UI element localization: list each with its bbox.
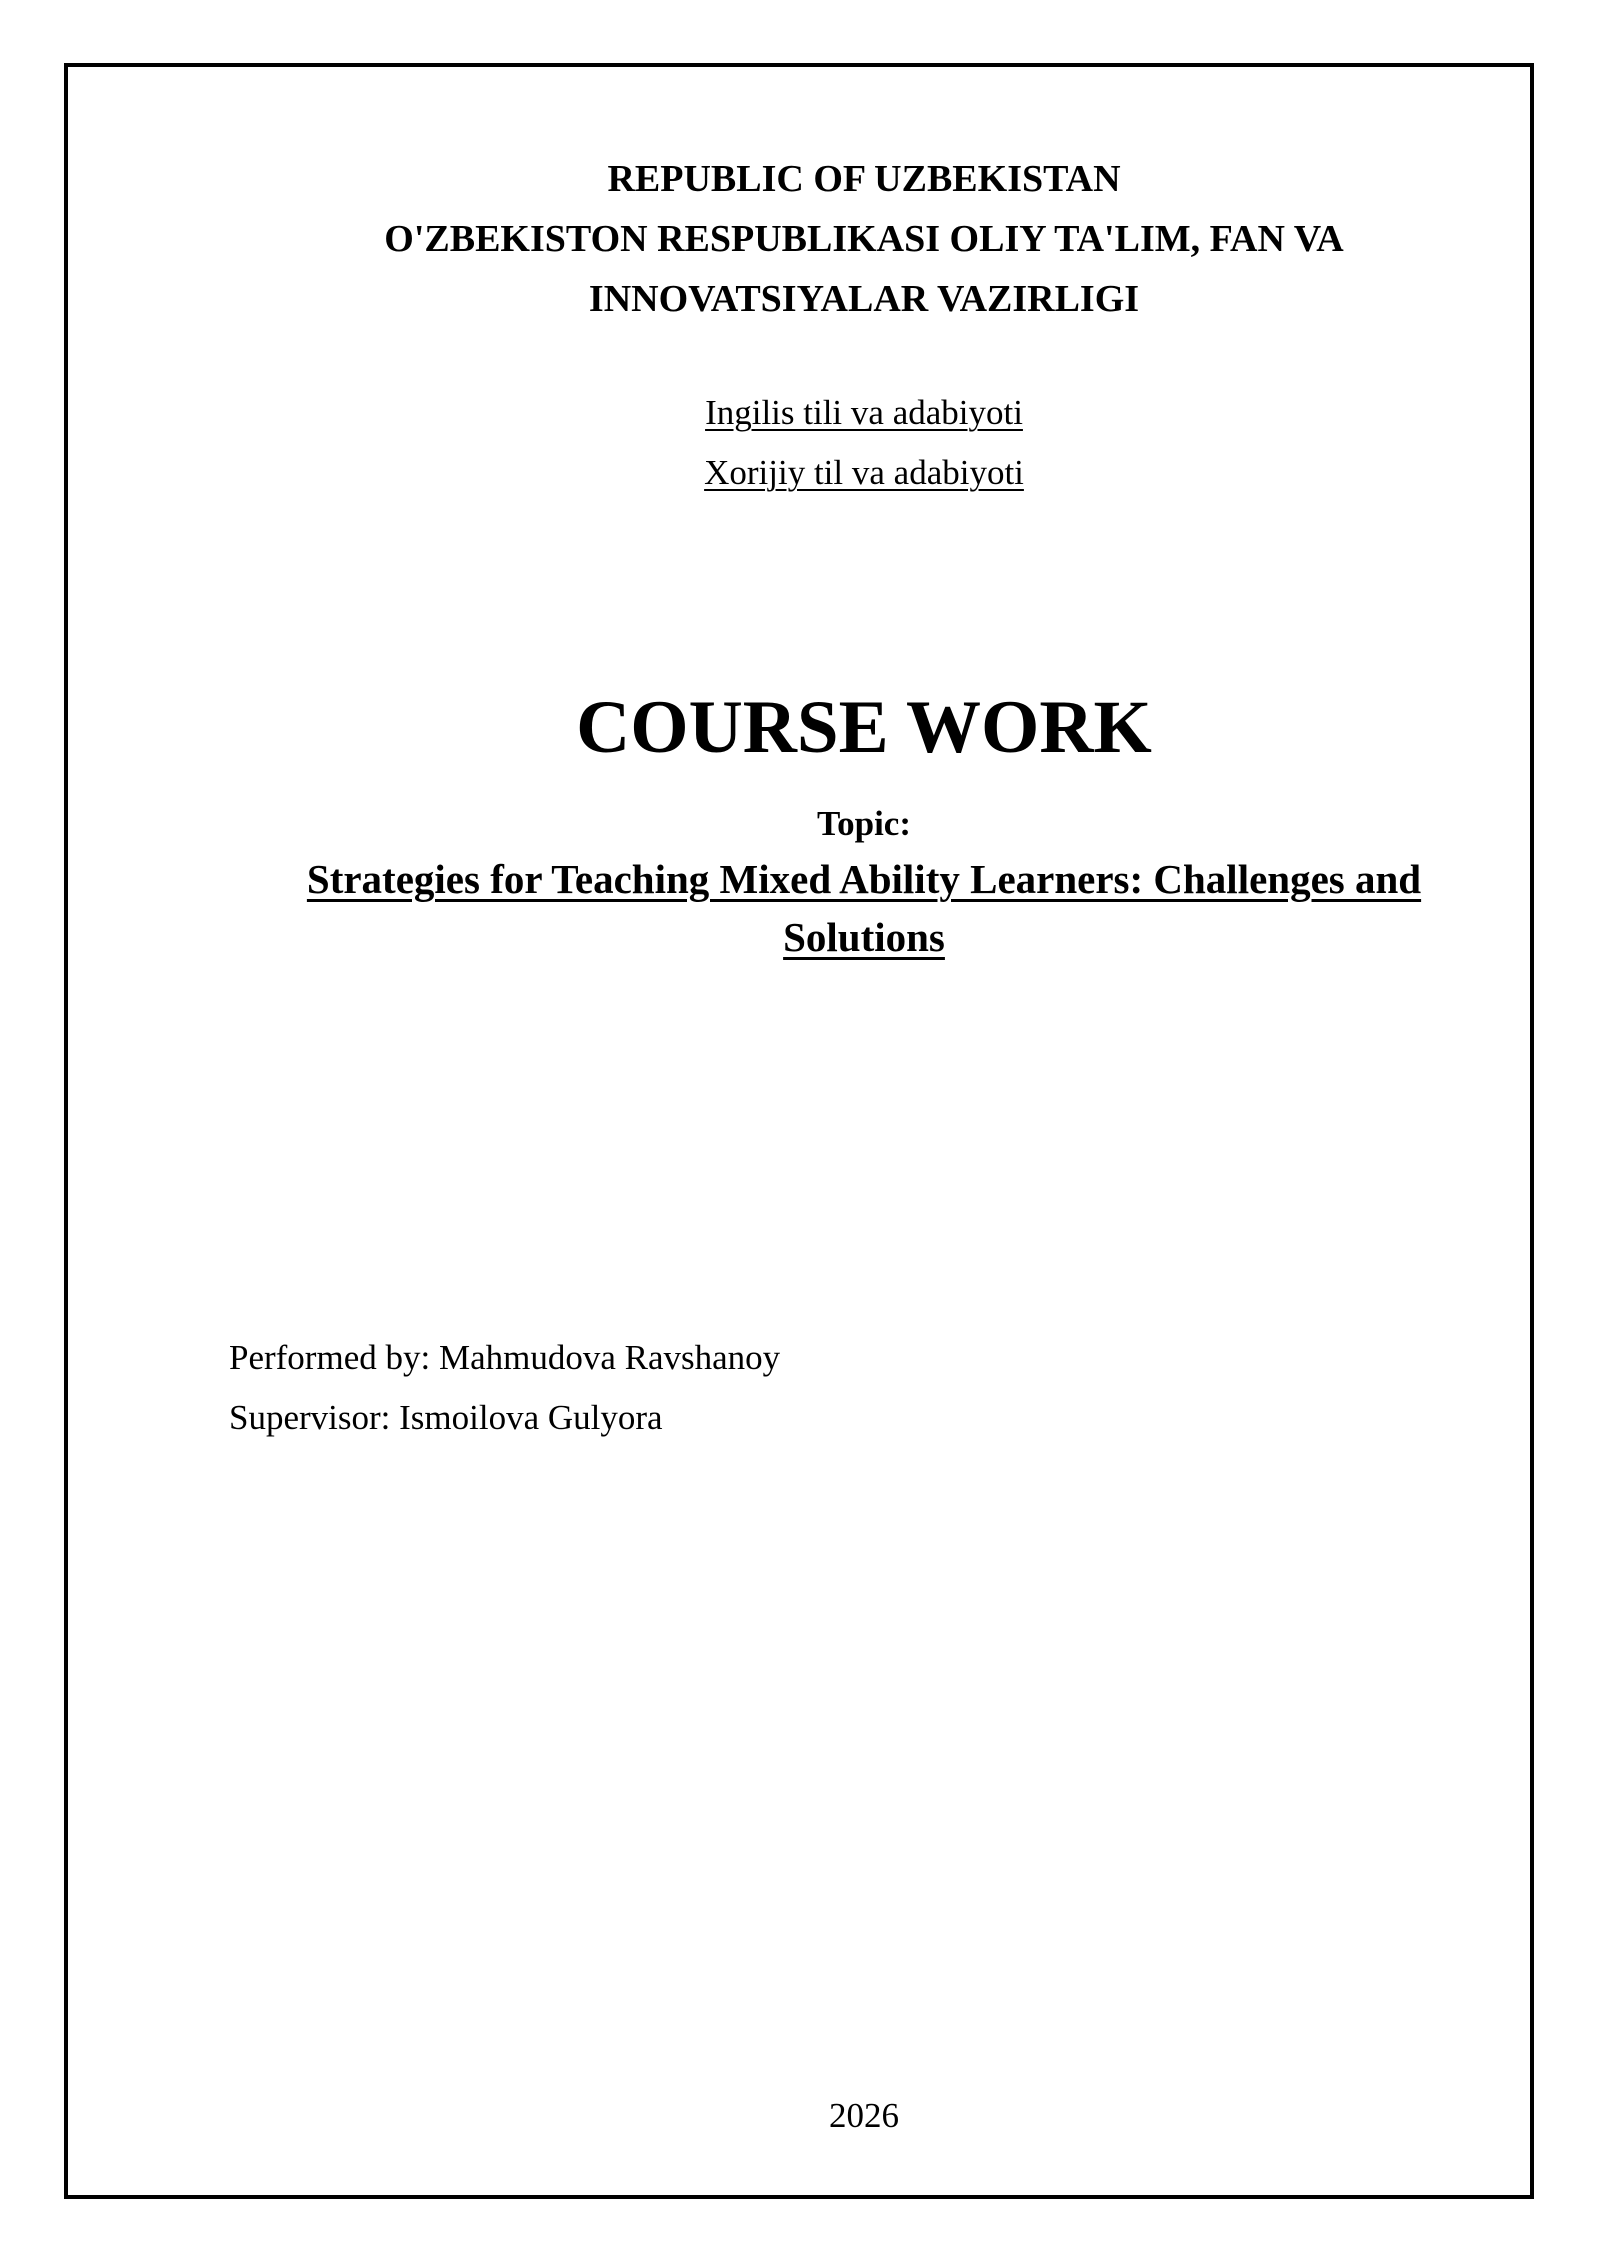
topic-title-line1: Strategies for Teaching Mixed Ability Learners: Challenges and <box>306 856 1422 902</box>
document-title: COURSE WORK <box>576 686 1152 769</box>
header-ministry-line1: O'ZBEKISTON RESPUBLIKASI OLIY TA'LIM, FAN VA <box>384 218 1344 260</box>
performer-line: Performed by: Mahmudova Ravshanoy <box>229 1338 781 1377</box>
header-ministry-line2: INNOVATSIYALAR VAZIRLIGI <box>588 278 1140 320</box>
supervisor-line: Supervisor: Ismoilova Gulyora <box>229 1398 663 1437</box>
department-line2: Xorijiy til va adabiyoti <box>704 453 1024 492</box>
department-line1: Ingilis tili va adabiyoti <box>705 393 1023 432</box>
year: 2026 <box>829 2096 899 2135</box>
page-border <box>64 63 1534 2199</box>
topic-title-line2: Solutions <box>783 914 945 960</box>
topic-label: Topic: <box>816 804 911 843</box>
header-country: REPUBLIC OF UZBEKISTAN <box>607 158 1121 200</box>
